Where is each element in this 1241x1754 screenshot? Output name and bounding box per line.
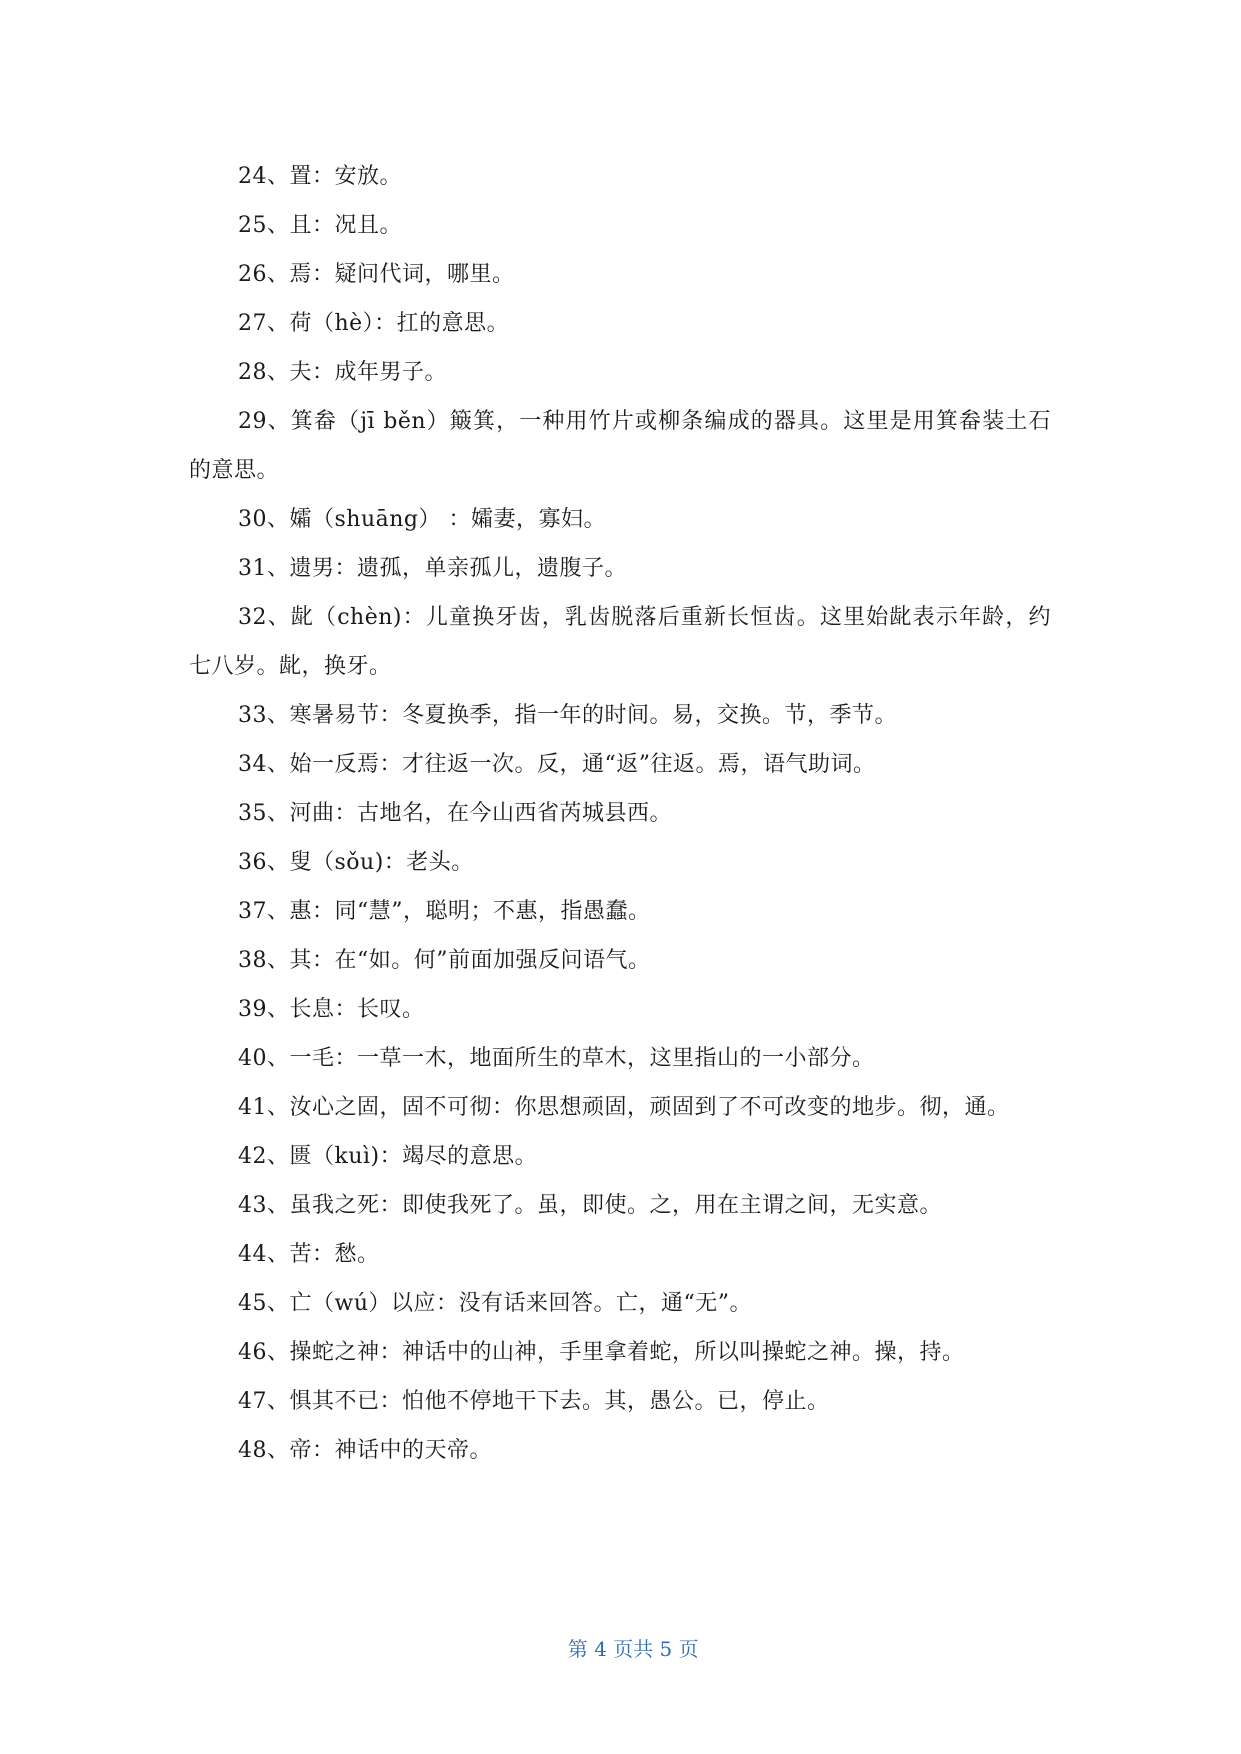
- annotation-entry: 33、寒暑易节：冬夏换季，指一年的时间。易，交换。节，季节。: [238, 703, 897, 728]
- annotation-entry: 25、且：况且。: [238, 213, 402, 238]
- annotation-entry: 39、长息：长叹。: [238, 997, 425, 1022]
- annotation-entry: 45、亡（wú）以应：没有话来回答。亡，通“无”。: [238, 1291, 752, 1316]
- annotation-entry: 40、一毛：一草一木，地面所生的草木，这里指山的一小部分。: [238, 1046, 875, 1071]
- page-footer: [0, 1604, 1241, 1694]
- annotation-entry: 46、操蛇之神：神话中的山神，手里拿着蛇，所以叫操蛇之神。操，持。: [238, 1340, 965, 1365]
- annotation-entry: 29、箕畚（jī běn）簸箕，一种用竹片或柳条编成的器具。这里是用箕畚装土石的意思。: [189, 409, 1051, 483]
- annotation-entry: 41、汝心之固，固不可彻：你思想顽固，顽固到了不可改变的地步。彻，通。: [238, 1095, 1010, 1120]
- annotation-entry: 30、孀（shuāng） ：孀妻，寡妇。: [238, 507, 606, 532]
- page-number: 第 4 页共 5 页: [567, 1637, 699, 1661]
- annotation-entry: 35、河曲：古地名，在今山西省芮城县西。: [238, 801, 672, 826]
- annotation-entry: 42、匮（kuì)：竭尽的意思。: [238, 1144, 538, 1169]
- annotation-entry: 28、夫：成年男子。: [238, 360, 447, 385]
- annotation-entry: 38、其：在“如。何”前面加强反问语气。: [238, 948, 651, 973]
- annotation-entry: 26、焉：疑问代词，哪里。: [238, 262, 515, 287]
- annotation-entry: 48、帝：神话中的天帝。: [238, 1438, 492, 1463]
- annotation-list: [189, 152, 1051, 1475]
- annotation-entry: 47、惧其不已：怕他不停地干下去。其，愚公。已，停止。: [238, 1389, 830, 1414]
- annotation-entry: 36、叟（sǒu)：老头。: [238, 850, 474, 875]
- annotation-entry: 24、置：安放。: [238, 164, 402, 189]
- annotation-entry: 44、苦：愁。: [238, 1242, 380, 1267]
- annotation-entry: 43、虽我之死：即使我死了。虽，即使。之，用在主谓之间，无实意。: [238, 1193, 942, 1218]
- annotation-entry: 34、始一反焉：才往返一次。反，通“返”往返。焉，语气助词。: [238, 752, 876, 777]
- annotation-entry: 27、荷（hè）：扛的意思。: [238, 311, 510, 336]
- annotation-entry: 31、遗男：遗孤，单亲孤儿，遗腹子。: [238, 556, 627, 581]
- annotation-entry: 37、惠：同“慧”，聪明；不惠，指愚蠢。: [238, 899, 651, 924]
- annotation-entry: 32、龀（chèn)：儿童换牙齿，乳齿脱落后重新长恒齿。这里始龀表示年龄，约七八岁。龀，换牙。: [189, 605, 1051, 679]
